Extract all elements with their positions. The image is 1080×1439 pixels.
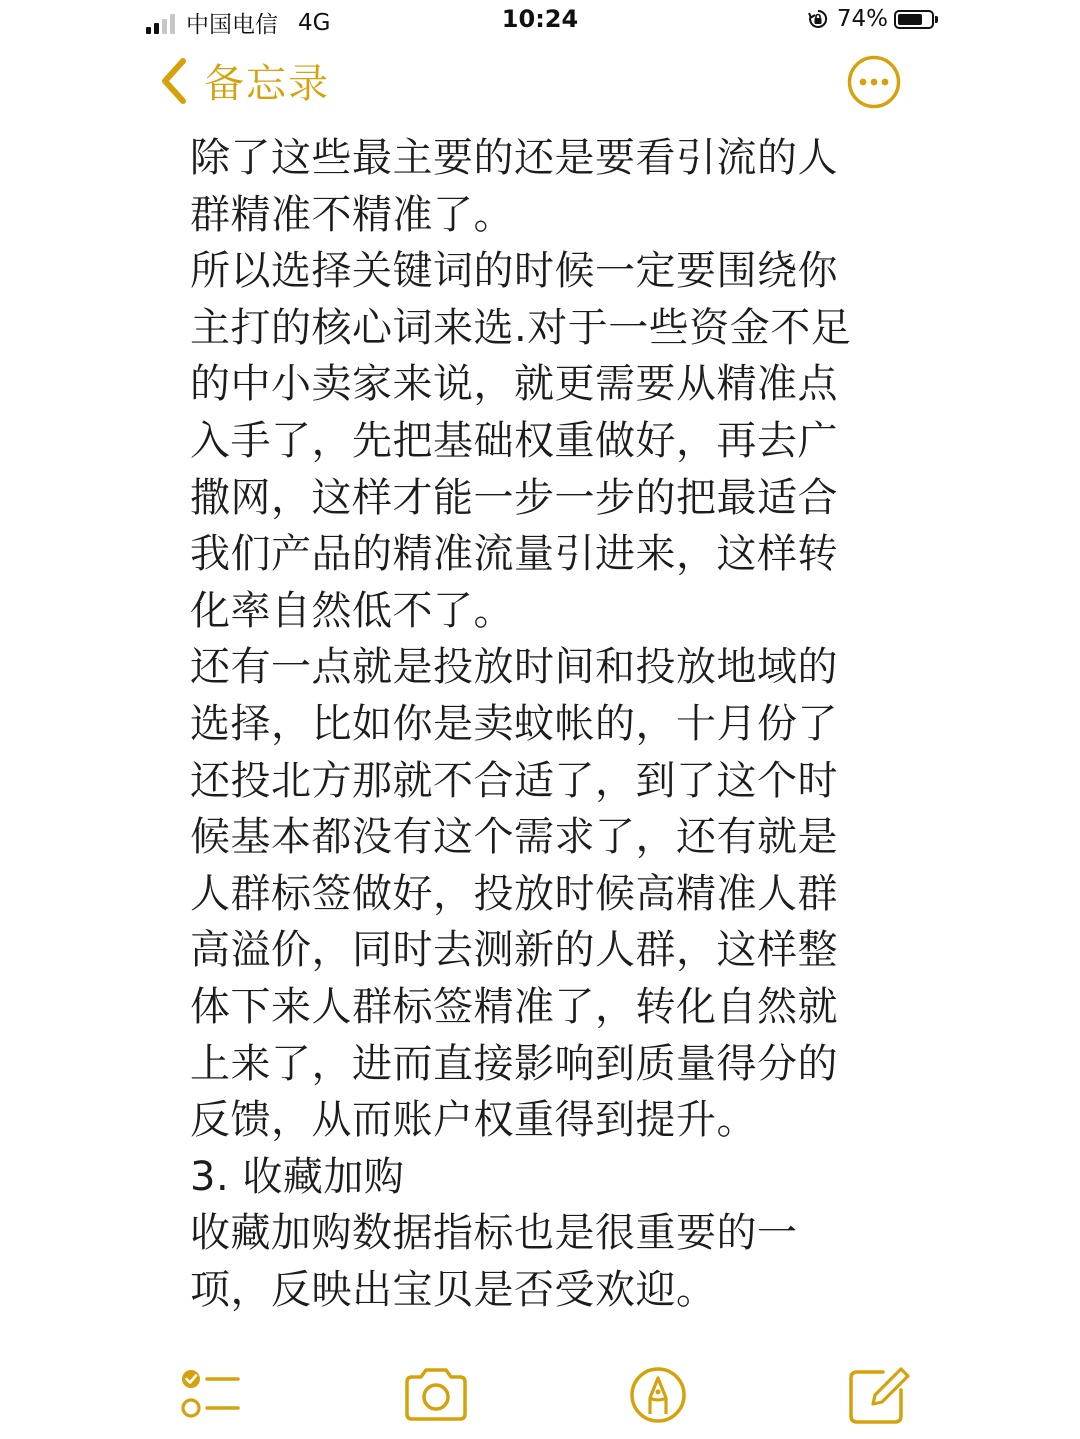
- more-options-icon[interactable]: [846, 54, 902, 110]
- note-line: 我们产品的精准流量引进来，这样转: [190, 531, 838, 578]
- note-line: 上来了，进而直接影响到质量得分的: [190, 1040, 838, 1087]
- note-body[interactable]: [190, 130, 890, 1318]
- battery-cap: [935, 16, 938, 23]
- back-label: 备忘录: [204, 61, 330, 107]
- note-line: 群精准不精准了。: [190, 191, 514, 238]
- chevron-left-icon: [156, 55, 190, 107]
- note-line: 入手了，先把基础权重做好，再去广: [190, 417, 838, 464]
- note-line: 还投北方那就不合适了，到了这个时: [190, 757, 838, 804]
- note-line: 还有一点就是投放时间和投放地域的: [190, 644, 838, 691]
- orientation-lock-icon: [807, 8, 829, 30]
- note-line: 项，反映出宝贝是否受欢迎。: [190, 1266, 717, 1313]
- note-line: 化率自然低不了。: [190, 587, 514, 634]
- status-time: 10:24: [501, 5, 579, 33]
- note-line: 收藏加购数据指标也是很重要的一: [190, 1210, 798, 1257]
- note-line: 选择，比如你是卖蚊帐的，十月份了: [190, 700, 838, 747]
- markup-pen-icon[interactable]: [623, 1360, 693, 1430]
- note-line: 除了这些最主要的还是要看引流的人: [190, 135, 838, 181]
- note-line: 主打的核心词来选.对于一些资金不足: [190, 304, 852, 351]
- status-bar: [0, 0, 1080, 44]
- back-button[interactable]: [156, 52, 330, 109]
- note-line: 体下来人群标签精准了，转化自然就: [190, 983, 838, 1030]
- nav-bar: [0, 44, 1080, 124]
- bottom-toolbar: [0, 1360, 1080, 1430]
- camera-icon[interactable]: [401, 1360, 471, 1430]
- battery-percent: 74%: [836, 6, 888, 32]
- carrier-name: 中国电信: [186, 12, 278, 38]
- note-line: 反馈，从而账户权重得到提升。: [190, 1097, 757, 1144]
- checklist-icon[interactable]: [176, 1360, 246, 1430]
- compose-icon[interactable]: [843, 1360, 913, 1430]
- note-line: 高溢价，同时去测新的人群，这样整: [190, 927, 838, 974]
- note-line: 人群标签做好，投放时候高精准人群: [190, 870, 838, 917]
- battery-fill: [898, 14, 922, 25]
- note-line: 候基本都没有这个需求了，还有就是: [190, 814, 838, 861]
- note-line: 的中小卖家来说，就更需要从精准点: [190, 361, 838, 408]
- network-type: 4G: [298, 9, 331, 36]
- battery-icon: [894, 10, 934, 29]
- note-line: 3. 收藏加购: [190, 1153, 405, 1200]
- note-line: 撒网，这样才能一步一步的把最适合: [190, 474, 838, 521]
- status-right: [807, 6, 934, 32]
- note-line: 所以选择关键词的时候一定要围绕你: [190, 248, 838, 295]
